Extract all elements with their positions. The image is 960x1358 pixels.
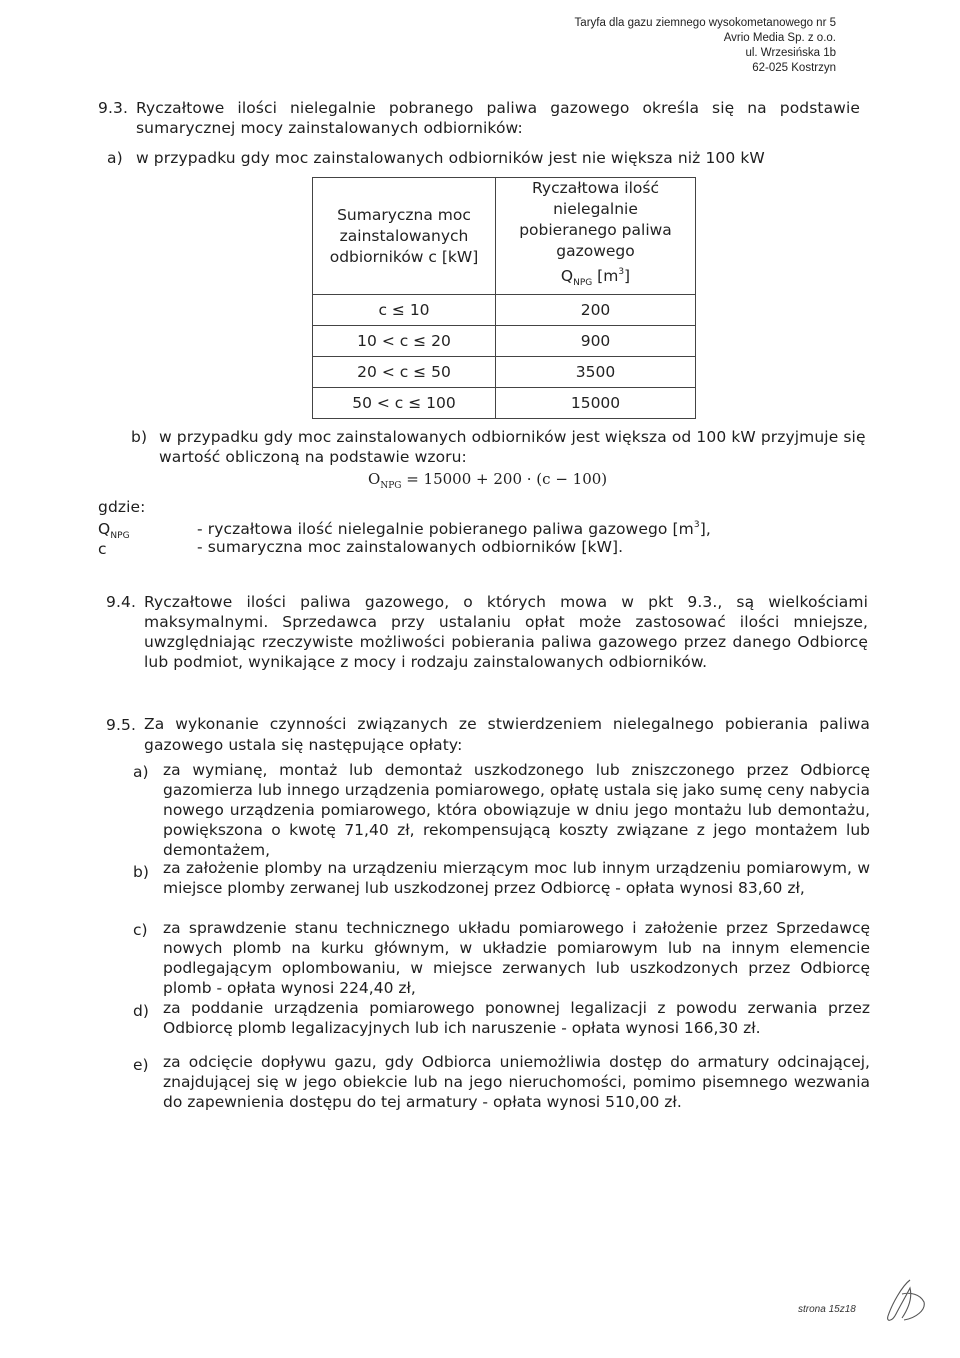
fee-item-a-label: a) — [133, 763, 149, 781]
where-label: gdzie: — [98, 498, 146, 516]
fee-item-b-text: za założenie plomby na urządzeniu mierzącym moc lub innym urządzeniu pomiarowym, w miejsce plomby zerwanej lub uszkodzonej przez Odbiorcę - opłata wynosi 83,60 zł, — [163, 859, 870, 897]
section-9-3-number: 9.3. — [98, 99, 128, 117]
item-a-label: a) — [107, 149, 123, 167]
item-a-text: w przypadku gdy moc zainstalowanych odbiorników jest nie większa niż 100 kW — [136, 149, 765, 167]
table-cell-value: 3500 — [496, 357, 696, 388]
section-9-3-text: Ryczałtowe ilości nielegalnie pobranego paliwa gazowego określa się na podstawie sumarycznej mocy zainstalowanych odbiorników: — [136, 99, 860, 137]
table-cell-range: 20 < c ≤ 50 — [313, 357, 496, 388]
table-header-quantity: Ryczałtowa ilość nielegalnie pobieranego paliwa gazowego $Q_{NPG}$ $[m^3]$ — [496, 178, 696, 295]
fee-item-c-text: za sprawdzenie stanu technicznego układu pomiarowego i założenie przez Sprzedawcę nowych plomb na kurku głównym, w układzie pomiarowym lub na innym elemencie podlegającym oplombowaniu, w miejsce zerwanych lub uszkodzonych przez Odbiorcę plomb - opłata wynosi 224,40 zł, — [163, 919, 870, 997]
table-cell-range: 10 < c ≤ 20 — [313, 326, 496, 357]
table-row — [313, 357, 696, 388]
document-header — [575, 16, 836, 76]
header-street: ul. Wrzesińska 1b — [745, 47, 836, 59]
table-cell-value: 900 — [496, 326, 696, 357]
section-9-4-text: Ryczałtowe ilości paliwa gazowego, o których mowa w pkt 9.3., są wielkościami maksymalnymi. Sprzedawca przy ustalaniu opłat może zastosować ilości mniejsze, uwzględniając rzeczywiste możliwości pobierania paliwa gazowego przez danego Odbiorcę lub podmiot, wynikające z mocy i rodzaju zainstalowanych odbiorników. — [144, 593, 868, 671]
q-definition: - ryczałtowa ilość nielegalnie pobieranego paliwa gazowego $[m^3]$, — [197, 520, 711, 538]
fee-item-e-label: e) — [133, 1056, 149, 1074]
table-header-power: Sumaryczna moc zainstalowanych odbiorników c [kW] — [313, 178, 496, 295]
fee-table — [312, 177, 696, 419]
table-cell-range: c ≤ 10 — [313, 295, 496, 326]
item-b-text: w przypadku gdy moc zainstalowanych odbiorników jest większa od 100 kW przyjmuje się wartość obliczoną na podstawie wzoru: — [159, 428, 866, 466]
section-9-4-number: 9.4. — [106, 593, 136, 611]
table-cell-value: 15000 — [496, 388, 696, 419]
fee-item-c-label: c) — [133, 921, 148, 939]
page-number: strona 15z18 — [798, 1304, 856, 1315]
signature-mark — [880, 1276, 930, 1328]
formula: $O_{NPG} = 15000 + 200 \cdot (c - 100)$ — [368, 470, 608, 491]
item-b-label: b) — [131, 428, 148, 446]
q-symbol: $Q_{NPG}$ — [98, 520, 130, 541]
table-row — [313, 388, 696, 419]
section-9-5-number: 9.5. — [106, 716, 136, 734]
c-symbol: c — [98, 540, 107, 558]
fee-item-d-label: d) — [133, 1002, 149, 1020]
fee-item-b-label: b) — [133, 863, 149, 881]
fee-item-d-text: za poddanie urządzenia pomiarowego ponownej legalizacji z powodu zerwania przez Odbiorcę plomb legalizacyjnych lub ich naruszenie - opłata wynosi 166,30 zł. — [163, 999, 870, 1037]
table-row — [313, 326, 696, 357]
section-9-5-text: Za wykonanie czynności związanych ze stwierdzeniem nielegalnego pobierania paliwa gazowego ustala się następujące opłaty: — [144, 715, 870, 754]
c-definition: - sumaryczna moc zainstalowanych odbiorników [kW]. — [197, 538, 624, 556]
table-cell-value: 200 — [496, 295, 696, 326]
fee-item-a-text: za wymianę, montaż lub demontaż uszkodzonego lub zniszczonego przez Odbiorcę gazomierza lub innego urządzenia pomiarowego, opłatę ustala się jako sumę ceny nabycia nowego urządzenia pomiarowego, która obowiązuje w dniu jego montażu lub demontażu, powiększona o kwotę 71,40 zł, rekompensującą koszty związane z jego montażem lub demontażem, — [163, 761, 870, 859]
table-cell-range: 50 < c ≤ 100 — [313, 388, 496, 419]
fee-item-e-text: za odcięcie dopływu gazu, gdy Odbiorca uniemożliwia dostęp do armatury odcinającej, znajdującej się w jego obiekcie lub na jego nieruchomości, pomimo pisemnego wezwania do zapewnienia dostępu do tej armatury - opłata wynosi 510,00 zł. — [163, 1053, 870, 1111]
header-city: 62-025 Kostrzyn — [752, 62, 836, 74]
header-tariff-title: Taryfa dla gazu ziemnego wysokometanowego nr 5 — [574, 17, 836, 29]
header-company: Avrio Media Sp. z o.o. — [723, 32, 836, 44]
table-row — [313, 295, 696, 326]
